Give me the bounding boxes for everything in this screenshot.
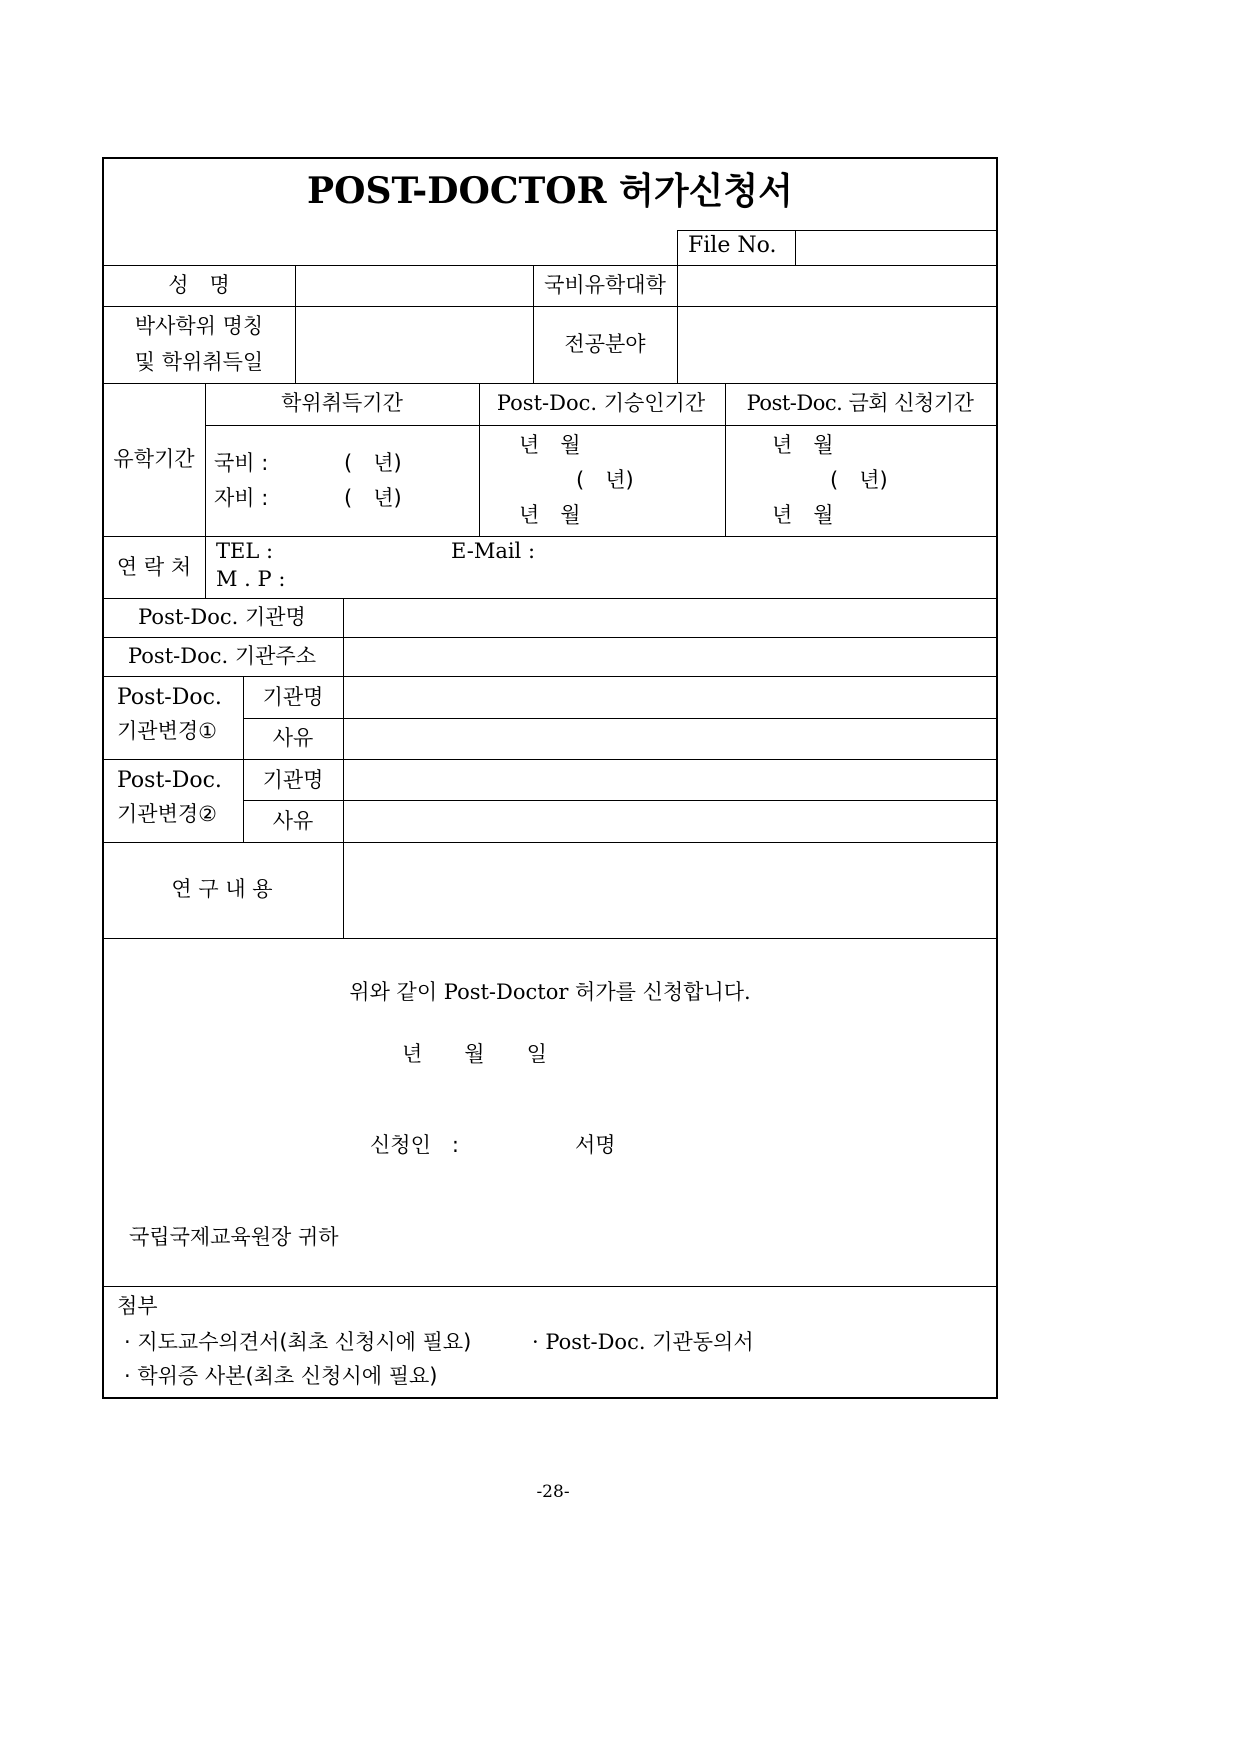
addressee: 국립국제교육원장 귀하 — [129, 1225, 339, 1249]
self-funded-label: 자비 : — [214, 486, 269, 510]
change1-label-1: Post-Doc. — [117, 685, 222, 710]
change1-reason-field[interactable] — [345, 720, 995, 758]
tel-label: TEL : — [216, 539, 274, 563]
change1-reason-label: 사유 — [272, 726, 314, 750]
requested-years: ( 년) — [830, 468, 888, 492]
change2-reason-field[interactable] — [345, 802, 995, 841]
signature-label: 서명 — [575, 1133, 616, 1157]
attachments-label: 첨부 — [117, 1294, 158, 1318]
university-field[interactable] — [679, 267, 995, 305]
requested-start: 년 월 — [772, 433, 834, 457]
file-no-label: File No. — [688, 233, 777, 258]
self-years: ( 년) — [344, 486, 402, 510]
study-period-label: 유학기간 — [113, 447, 195, 471]
change2-name-field[interactable] — [345, 761, 995, 799]
degree-label-2: 및 학위취득일 — [134, 350, 264, 374]
gov-years: ( 년) — [344, 451, 402, 475]
attachment-item: · 학위증 사본(최초 신청시에 필요) — [124, 1364, 438, 1388]
page-number: -28- — [536, 1482, 570, 1502]
file-no-field[interactable] — [797, 232, 995, 264]
gov-funded-label: 국비 : — [214, 451, 269, 475]
page-title: POST-DOCTOR 허가신청서 — [307, 170, 793, 212]
change2-name-label: 기관명 — [262, 768, 324, 792]
major-field[interactable] — [679, 308, 995, 382]
degree-field[interactable] — [297, 308, 532, 382]
name-field[interactable] — [297, 267, 532, 305]
applicant-label: 신청인 : — [370, 1133, 459, 1157]
approved-start: 년 월 — [519, 433, 581, 457]
degree-label-1: 박사학위 명칭 — [134, 314, 264, 338]
research-field[interactable] — [345, 844, 995, 937]
statement: 위와 같이 Post-Doctor 허가를 신청합니다. — [349, 980, 751, 1004]
university-label: 국비유학대학 — [544, 273, 666, 297]
change1-name-field[interactable] — [345, 678, 995, 717]
mp-label: M . P : — [216, 567, 286, 591]
inst-name-field[interactable] — [345, 600, 995, 636]
requested-period-header: Post-Doc. 금회 신청기간 — [746, 391, 974, 415]
change1-label-2: 기관변경① — [117, 719, 217, 743]
research-label: 연 구 내 용 — [171, 877, 273, 901]
inst-addr-label: Post-Doc. 기관주소 — [128, 644, 316, 668]
attachment-item: · Post-Doc. 기관동의서 — [532, 1330, 754, 1354]
major-label: 전공분야 — [564, 332, 646, 356]
requested-end: 년 월 — [772, 503, 834, 527]
approved-period-header: Post-Doc. 기승인기간 — [496, 391, 706, 415]
change1-name-label: 기관명 — [262, 685, 324, 709]
change2-label-2: 기관변경② — [117, 802, 217, 826]
contact-label: 연 락 처 — [116, 555, 192, 579]
change2-label-1: Post-Doc. — [117, 768, 222, 793]
date-line: 년 월 일 — [402, 1042, 547, 1066]
approved-end: 년 월 — [519, 503, 581, 527]
change2-reason-label: 사유 — [272, 809, 314, 833]
name-label: 성 명 — [168, 273, 230, 297]
inst-name-label: Post-Doc. 기관명 — [138, 605, 306, 629]
inst-addr-field[interactable] — [345, 639, 995, 675]
degree-period-header: 학위취득기간 — [281, 391, 403, 415]
approved-years: ( 년) — [576, 468, 634, 492]
attachment-item: · 지도교수의견서(최초 신청시에 필요) — [124, 1330, 472, 1354]
email-label: E-Mail : — [451, 539, 536, 563]
